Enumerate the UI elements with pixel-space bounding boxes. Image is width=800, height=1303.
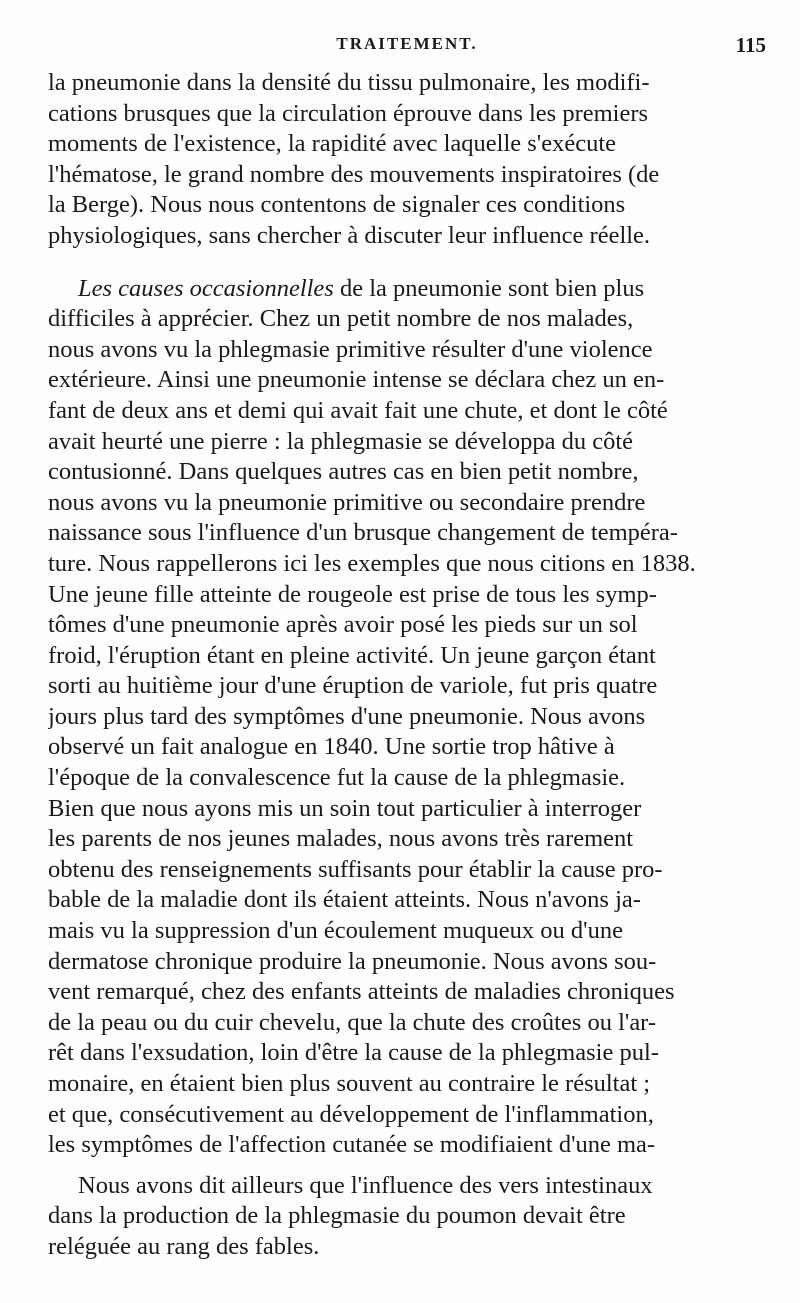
italic-lead: Les causes occasionnelles — [78, 274, 334, 302]
text-line: nous avons vu la phlegmasie primitive résulter d'une violence — [48, 335, 653, 363]
paragraph-gap — [48, 252, 768, 274]
text-line: rêt dans l'exsudation, loin d'être la cause de la phlegmasie pul- — [48, 1039, 659, 1067]
text-line: Nous avons dit ailleurs que l'influence des vers intestinaux — [78, 1171, 653, 1199]
text-line-first — [48, 274, 768, 305]
paragraph-1 — [48, 68, 768, 252]
paragraph-gap — [48, 1161, 768, 1171]
text-line: bable de la maladie dont ils étaient atteints. Nous n'avons ja- — [48, 886, 641, 914]
paragraph-3 — [48, 1171, 768, 1263]
text-line: observé un fait analogue en 1840. Une sortie trop hâtive à — [48, 733, 615, 761]
text-line: la Berge). Nous nous contentons de signaler ces conditions — [48, 191, 626, 219]
text-line: reléguée au rang des fables. — [48, 1232, 320, 1260]
text-line: Une jeune fille atteinte de rougeole est prise de tous les symp- — [48, 580, 657, 608]
text-line: avait heurté une pierre : la phlegmasie se développa du côté — [48, 427, 634, 455]
text-line: contusionné. Dans quelques autres cas en bien petit nombre, — [48, 458, 639, 486]
running-head: TRAITEMENT. — [336, 34, 478, 53]
text-line: l'hématose, le grand nombre des mouvements inspiratoires (de — [48, 160, 660, 188]
text-line: monaire, en étaient bien plus souvent au contraire le résultat ; — [48, 1070, 651, 1097]
text-line: mais vu la suppression d'un écoulement muqueux ou d'une — [48, 917, 623, 945]
text-line: obtenu des renseignements suffisants pour établir la cause pro- — [48, 855, 663, 883]
text-line: cations brusques que la circulation éprouve dans les premiers — [48, 99, 649, 127]
text-line: dans la production de la phlegmasie du poumon devait être — [48, 1202, 626, 1230]
text-line: physiologiques, sans chercher à discuter leur influence réelle. — [48, 221, 651, 249]
text-line: fant de deux ans et demi qui avait fait une chute, et dont le côté — [48, 396, 668, 424]
text-line: la pneumonie dans la densité du tissu pulmonaire, les modifi- — [48, 69, 650, 96]
text-line: et que, consécutivement au développement de l'inflammation, — [48, 1100, 654, 1128]
text-line: Bien que nous ayons mis un soin tout particulier à interroger — [48, 794, 642, 822]
text-line: les symptômes de l'affection cutanée se modifiaient d'une ma- — [48, 1131, 656, 1159]
text-line: les parents de nos jeunes malades, nous avons très rarement — [48, 825, 634, 853]
text-line: ture. Nous rappellerons ici les exemples que nous citions en 1838. — [48, 549, 696, 577]
text-line: nous avons vu la pneumonie primitive ou secondaire prendre — [48, 488, 646, 516]
text-line: sorti au huitième jour d'une éruption de variole, fut pris quatre — [48, 672, 658, 700]
page-number: 115 — [735, 33, 766, 57]
page-header — [48, 34, 766, 64]
text-line: moments de l'existence, la rapidité avec laquelle s'exécute — [48, 130, 616, 158]
text-line: de la peau ou du cuir chevelu, que la chute des croûtes ou l'ar- — [48, 1008, 657, 1036]
text-line: naissance sous l'influence d'un brusque changement de tempéra- — [48, 519, 678, 547]
paragraph-2 — [48, 274, 768, 1161]
text-line: jours plus tard des symptômes d'une pneumonie. Nous avons — [48, 702, 646, 730]
text-line: extérieure. Ainsi une pneumonie intense se déclara chez un en- — [48, 366, 665, 394]
body-text — [48, 68, 768, 1263]
first-line-rest: de la pneumonie sont bien plus — [333, 274, 645, 302]
text-line: froid, l'éruption étant en pleine activité. Un jeune garçon étant — [48, 641, 656, 669]
text-line: l'époque de la convalescence fut la cause de la phlegmasie. — [48, 764, 626, 792]
text-line: vent remarqué, chez des enfants atteints de maladies chroniques — [48, 978, 675, 1006]
text-line: difficiles à apprécier. Chez un petit nombre de nos malades, — [48, 305, 634, 333]
text-line: dermatose chronique produire la pneumonie. Nous avons sou- — [48, 947, 657, 975]
text-line: tômes d'une pneumonie après avoir posé les pieds sur un sol — [48, 611, 638, 639]
